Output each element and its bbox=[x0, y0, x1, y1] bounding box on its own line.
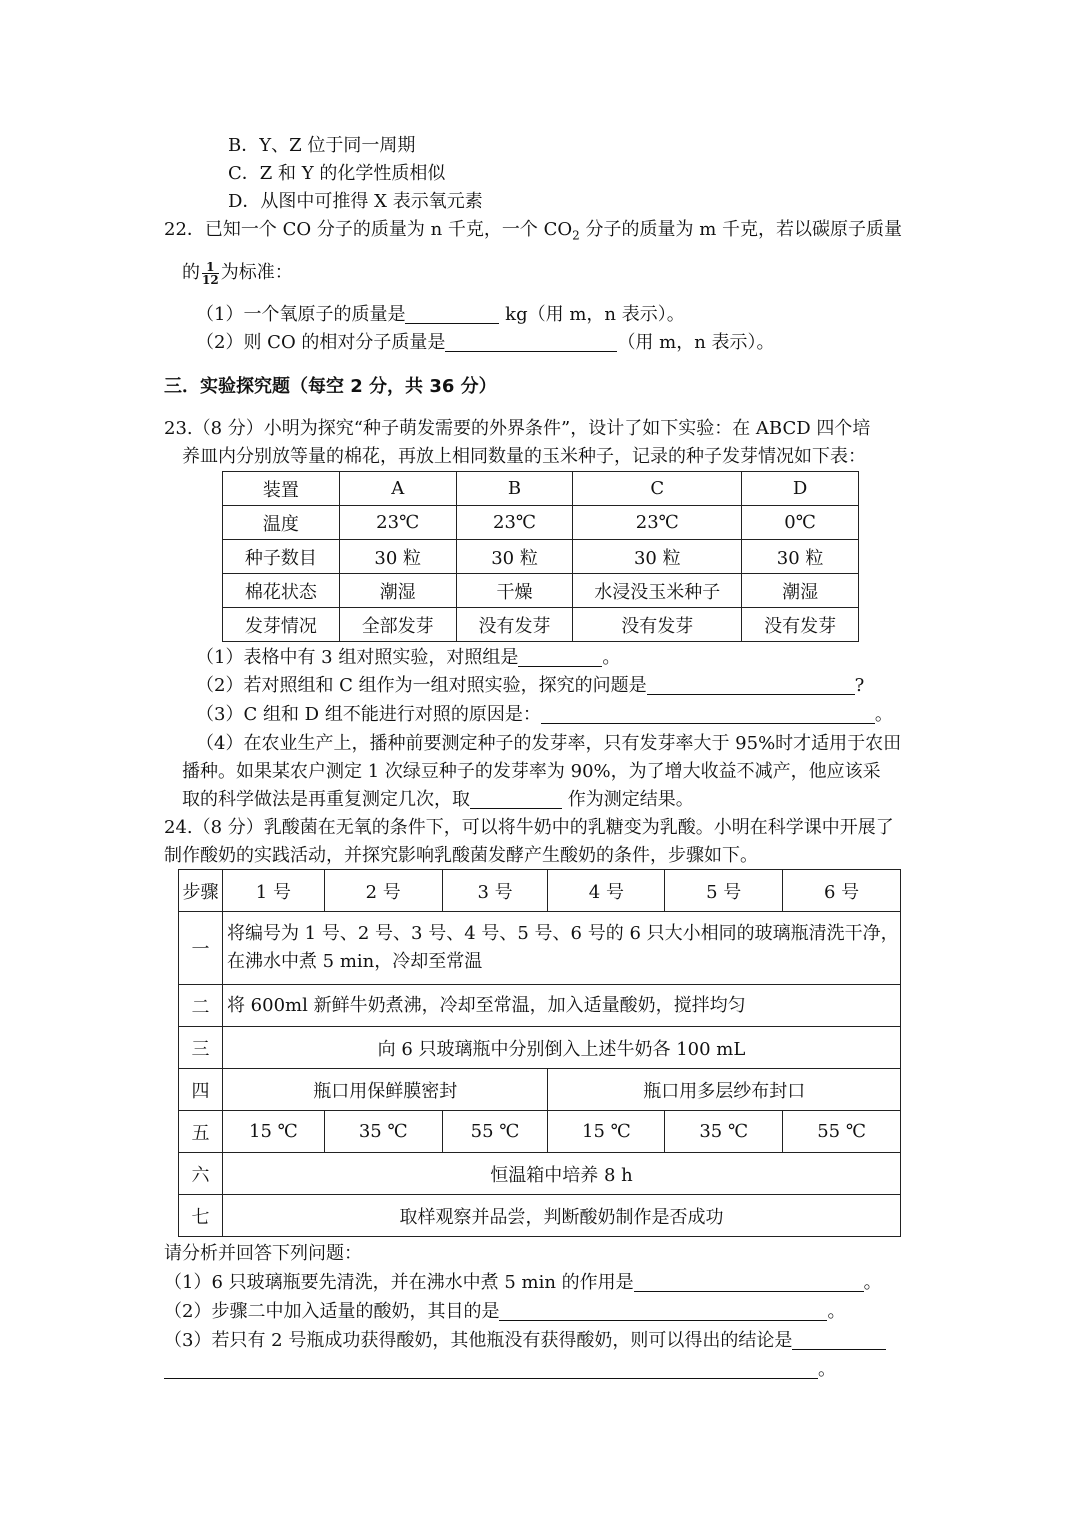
step-label: 五 bbox=[179, 1111, 223, 1153]
table-header-cell: 1 号 bbox=[222, 870, 324, 912]
step-cell: 瓶口用保鲜膜密封 bbox=[222, 1069, 548, 1111]
q23-intro-line2: 养皿内分别放等量的棉花，再放上相同数量的玉米种子，记录的种子发芽情况如下表： bbox=[182, 446, 866, 467]
q24-table bbox=[178, 869, 901, 1237]
answer-blank[interactable] bbox=[164, 1360, 818, 1379]
q22-stem-line1: 22．已知一个 CO 分子的质量为 n 千克，一个 $CO_2$ 分子的质量为 m 千克，若以碳原子质量 bbox=[164, 219, 903, 243]
table-header-cell: 装置 bbox=[223, 472, 340, 506]
q22-stem-line2: 的 $\frac{1}{12}$ 为标准： bbox=[182, 259, 293, 287]
table-cell: 30 粒 bbox=[573, 540, 742, 574]
table-row bbox=[179, 1027, 901, 1069]
temp-cell: 35 ℃ bbox=[665, 1111, 783, 1153]
q23-part1: （1）表格中有 3 组对照实验，对照组是 。 bbox=[196, 647, 621, 668]
step-label: 一 bbox=[179, 912, 223, 985]
answer-blank[interactable] bbox=[499, 1302, 827, 1321]
q23-table bbox=[222, 471, 859, 642]
temp-cell: 55 ℃ bbox=[783, 1111, 901, 1153]
step-label: 二 bbox=[179, 985, 223, 1027]
table-cell: 23℃ bbox=[573, 506, 742, 540]
table-header-cell: 2 号 bbox=[324, 870, 442, 912]
q23-part2: （2）若对照组和 C 组作为一组对照实验，探究的问题是 ? bbox=[196, 675, 865, 696]
q24-intro-line1: 24.（8 分）乳酸菌在无氧的条件下，可以将牛奶中的乳糖变为乳酸。小明在科学课中开展了 bbox=[164, 817, 894, 838]
table-cell: 0℃ bbox=[742, 506, 859, 540]
table-row bbox=[179, 1069, 901, 1111]
section-title: 三．实验探究题（每空 2 分，共 36 分） bbox=[164, 376, 497, 397]
table-header-row bbox=[223, 472, 859, 506]
table-cell: 30 粒 bbox=[339, 540, 456, 574]
step-cell: 瓶口用多层纱布封口 bbox=[548, 1069, 901, 1111]
q22-part1: （1）一个氧原子的质量是 kg（用 m，n 表示）。 bbox=[196, 304, 685, 325]
table-header-cell: C bbox=[573, 472, 742, 506]
q23-part4-line3: 取的科学做法是再重复测定几次，取 作为测定结果。 bbox=[182, 789, 694, 810]
table-cell: 水浸没玉米种子 bbox=[573, 574, 742, 608]
answer-blank[interactable] bbox=[518, 648, 602, 667]
temp-cell: 15 ℃ bbox=[222, 1111, 324, 1153]
table-cell: 23℃ bbox=[339, 506, 456, 540]
q24-part2: （2）步骤二中加入适量的酸奶，其目的是 。 bbox=[164, 1301, 846, 1322]
table-row bbox=[179, 1111, 901, 1153]
table-row bbox=[223, 574, 859, 608]
q24-intro-line2: 制作酸奶的实践活动，并探究影响乳酸菌发酵产生酸奶的条件，步骤如下。 bbox=[164, 845, 758, 866]
table-cell: 没有发芽 bbox=[456, 608, 573, 642]
table-row bbox=[223, 506, 859, 540]
table-header-cell: 步骤 bbox=[179, 870, 223, 912]
table-row bbox=[223, 540, 859, 574]
answer-blank[interactable] bbox=[405, 305, 499, 324]
q21-option-c: C．Z 和 Y 的化学性质相似 bbox=[228, 163, 446, 184]
table-cell: 种子数目 bbox=[223, 540, 340, 574]
step-cell: 恒温箱中培养 8 h bbox=[222, 1153, 900, 1195]
table-row bbox=[179, 912, 901, 985]
table-header-cell: B bbox=[456, 472, 573, 506]
fraction-one-twelfth: $\frac{1}{12}$ bbox=[202, 259, 219, 287]
q23-part4-line1: （4）在农业生产上，播种前要测定种子的发芽率，只有发芽率大于 95%时才适用于农田 bbox=[196, 733, 902, 754]
table-header-cell: 6 号 bbox=[783, 870, 901, 912]
step-label: 四 bbox=[179, 1069, 223, 1111]
table-header-cell: 5 号 bbox=[665, 870, 783, 912]
q24-part3: （3）若只有 2 号瓶成功获得酸奶，其他瓶没有获得酸奶，则可以得出的结论是 bbox=[164, 1329, 886, 1353]
step-label: 三 bbox=[179, 1027, 223, 1069]
q21-option-d: D．从图中可推得 X 表示氧元素 bbox=[228, 191, 483, 212]
table-cell: 潮湿 bbox=[339, 574, 456, 608]
table-cell: 潮湿 bbox=[742, 574, 859, 608]
q21-option-b: B．Y、Z 位于同一周期 bbox=[228, 135, 416, 156]
step-cell: 取样观察并品尝，判断酸奶制作是否成功 bbox=[222, 1195, 900, 1237]
q23-part3: （3）C 组和 D 组不能进行对照的原因是： 。 bbox=[196, 704, 893, 725]
table-header-row bbox=[179, 870, 901, 912]
step-cell bbox=[222, 912, 900, 985]
table-cell: 全部发芽 bbox=[339, 608, 456, 642]
table-row bbox=[179, 1195, 901, 1237]
step-cell: 将 600ml 新鲜牛奶煮沸，冷却至常温，加入适量酸奶，搅拌均匀 bbox=[222, 985, 900, 1027]
table-row bbox=[179, 1153, 901, 1195]
table-header-cell: A bbox=[339, 472, 456, 506]
temp-cell: 15 ℃ bbox=[548, 1111, 665, 1153]
step-text-line: 将编号为 1 号、2 号、3 号、4 号、5 号、6 号的 6 只大小相同的玻璃瓶清洗干净， bbox=[226, 923, 899, 944]
temp-cell: 55 ℃ bbox=[442, 1111, 548, 1153]
step-cell: 向 6 只玻璃瓶中分别倒入上述牛奶各 100 mL bbox=[222, 1027, 900, 1069]
answer-blank[interactable] bbox=[470, 790, 562, 809]
q23-intro-line1: 23.（8 分）小明为探究“种子萌发需要的外界条件”，设计了如下实验：在 ABCD 四个培 bbox=[164, 418, 871, 439]
step-label: 六 bbox=[179, 1153, 223, 1195]
table-header-cell: 3 号 bbox=[442, 870, 548, 912]
answer-blank[interactable] bbox=[541, 705, 875, 724]
table-cell: 没有发芽 bbox=[742, 608, 859, 642]
table-cell: 干燥 bbox=[456, 574, 573, 608]
temp-cell: 35 ℃ bbox=[324, 1111, 442, 1153]
answer-blank[interactable] bbox=[792, 1331, 886, 1350]
table-cell: 30 粒 bbox=[742, 540, 859, 574]
table-cell: 发芽情况 bbox=[223, 608, 340, 642]
q23-part4-line2: 播种。如果某农户测定 1 次绿豆种子的发芽率为 90%，为了增大收益不减产，他应该采 bbox=[182, 761, 881, 782]
step-label: 七 bbox=[179, 1195, 223, 1237]
answer-blank[interactable] bbox=[445, 333, 617, 352]
table-cell: 温度 bbox=[223, 506, 340, 540]
q24-part1: （1）6 只玻璃瓶要先清洗，并在沸水中煮 5 min 的作用是 。 bbox=[164, 1272, 882, 1293]
table-cell: 23℃ bbox=[456, 506, 573, 540]
q24-part3-continuation: 。 bbox=[164, 1358, 836, 1382]
table-cell: 棉花状态 bbox=[223, 574, 340, 608]
answer-blank[interactable] bbox=[634, 1273, 864, 1292]
table-row bbox=[223, 608, 859, 642]
table-cell: 30 粒 bbox=[456, 540, 573, 574]
q22-part2: （2）则 CO 的相对分子质量是 （用 m，n 表示）。 bbox=[196, 332, 775, 353]
q24-prompt: 请分析并回答下列问题： bbox=[164, 1243, 362, 1264]
table-header-cell: D bbox=[742, 472, 859, 506]
step-text-line: 在沸水中煮 5 min，冷却至常温 bbox=[226, 951, 483, 972]
table-cell: 没有发芽 bbox=[573, 608, 742, 642]
answer-blank[interactable] bbox=[647, 676, 855, 695]
table-row bbox=[179, 985, 901, 1027]
table-header-cell: 4 号 bbox=[548, 870, 665, 912]
